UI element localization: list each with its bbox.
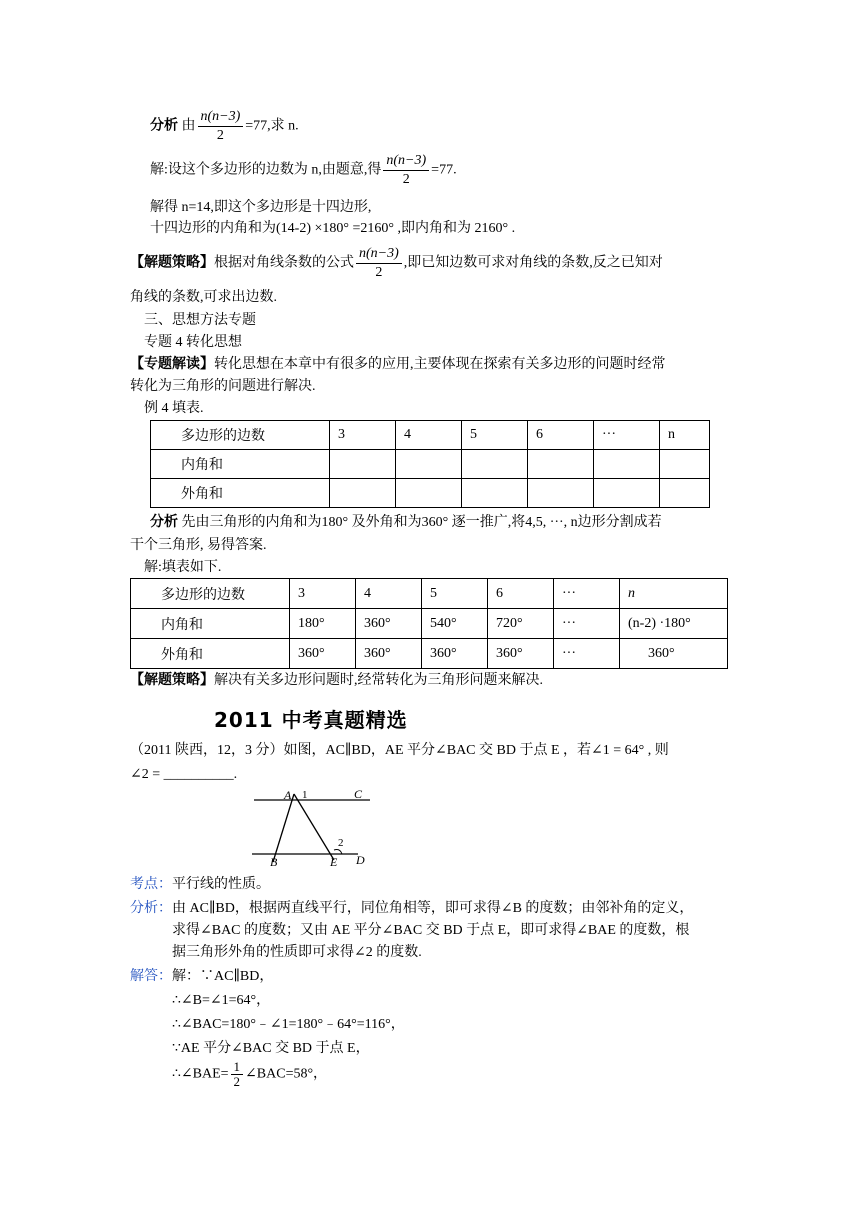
table-cell: ··· [554,609,620,639]
table-cell: (n-2) ·180° [620,609,728,639]
table-cell: 多边形的边数 [131,579,290,609]
table-cell [462,450,528,479]
table-cell [594,450,660,479]
strategy-line-1 [130,245,663,282]
table-cell: 360° [422,639,488,669]
denominator: 2 [375,265,383,280]
text: 由 AC∥BD，根据两直线平行，同位角相等，即可求得∠B 的度数；由邻补角的定义， [172,901,694,916]
jieda-line-1 [130,968,273,986]
question-line-2: ∠2 = __________. [130,767,238,782]
strategy-label: 【解题策略】 [130,255,214,271]
table-cell: 360° [488,639,554,669]
fraction [356,245,402,282]
label-a: A [284,788,292,802]
fenxi-label: 分析： [130,901,172,916]
analysis-label: 分析 [150,118,178,134]
strategy-label: 【解题策略】 [130,673,214,688]
label-1: 1 [302,789,308,801]
table-cell: 360° [620,639,728,669]
topic-label: 【专题解读】 [130,357,214,372]
table-cell [660,479,710,508]
jieda-line-4: ∵AE 平分∠BAC 交 BD 于点 E， [172,1041,370,1056]
section-heading: 2011 中考真题精选 [214,708,408,732]
table-cell: n [620,579,728,609]
table-cell: 内角和 [151,450,330,479]
table-cell: 内角和 [131,609,290,639]
topic-intro-2: 转化为三角形的问题进行解决. [130,379,316,394]
fenxi-line-3: 据三角形外角的性质即可求得∠2 的度数. [172,945,422,960]
table-cell: 360° [356,609,422,639]
table-cell: 4 [356,579,422,609]
table-cell [462,479,528,508]
label-c: C [354,787,363,801]
table-cell: 3 [330,421,396,450]
numerator: n(n−3) [383,152,429,171]
table-cell: 5 [462,421,528,450]
analysis-label: 分析 [150,515,178,530]
analysis-line-1 [150,108,299,145]
table-cell: ··· [554,639,620,669]
label-d: D [356,853,365,867]
table-cell: ··· [554,579,620,609]
numerator: n(n−3) [198,108,244,127]
jieda-line-3: ∴∠BAC=180°﹣∠1=180°﹣64°=116°， [172,1017,405,1032]
table-row [151,479,710,508]
fraction [231,1060,244,1089]
table-cell: 5 [422,579,488,609]
kaodian-line [130,876,270,894]
analysis-2-line-2: 干个三角形, 易得答案. [130,538,267,553]
question-line-1: （2011 陕西，12，3 分）如图，AC∥BD，AE 平分∠BAC 交 BD 于点 E ，若∠1 = 64° , 则 [130,743,669,758]
strategy-2 [130,672,543,690]
table-cell [660,450,710,479]
analysis-2-line-1 [150,514,662,532]
answer-table [130,578,728,669]
table-cell: 3 [290,579,356,609]
section-title: 三、思想方法专题 [144,313,256,328]
topic-title: 专题 4 转化思想 [144,335,242,350]
text: ∴∠BAE= [172,1066,229,1082]
table-cell: 540° [422,609,488,639]
jieda-line-2: ∴∠B=∠1=64°， [172,993,271,1008]
numerator: n(n−3) [356,245,402,264]
text: 转化思想在本章中有很多的应用,主要体现在探索有关多边形的问题时经常 [214,357,666,372]
table-cell: 外角和 [151,479,330,508]
fenxi-line-1 [130,900,693,918]
geometry-figure [246,784,376,868]
numerator: 1 [231,1060,244,1075]
text: 先由三角形的内角和为180° 及外角和为360° 逐一推广,将4,5, ···, n边形分割成若 [181,515,662,530]
label-b: B [270,855,278,868]
strategy-line-2: 角线的条数,可求出边数. [130,290,277,305]
text: =77,求 n. [245,118,299,134]
table-cell [528,450,594,479]
table-cell [330,450,396,479]
table-row [151,450,710,479]
table-cell [528,479,594,508]
table-cell: 4 [396,421,462,450]
table-row [131,609,728,639]
table-cell: 360° [290,639,356,669]
text: 解:设这个多边形的边数为 n,由题意,得 [150,162,382,178]
table-cell: 180° [290,609,356,639]
solution-line-2: 解得 n=14,即这个多边形是十四边形, [150,200,372,215]
table-cell: 外角和 [131,639,290,669]
jieda-label: 解答： [130,969,172,984]
text: ,即已知边数可求对角线的条数,反之已知对 [403,255,663,271]
example-title: 例 4 填表. [144,401,204,416]
table-cell: 720° [488,609,554,639]
table-cell: 6 [488,579,554,609]
table-cell: n [660,421,710,450]
table-cell [396,479,462,508]
fraction [198,108,244,145]
table-cell: ··· [594,421,660,450]
fraction [383,152,429,189]
text: 根据对角线条数的公式 [214,255,354,271]
table-cell [396,450,462,479]
text: 解决有关多边形问题时,经常转化为三角形问题来解决. [214,673,543,688]
jieda-line-5 [172,1060,327,1089]
table-cell: 6 [528,421,594,450]
blank-table [150,420,710,508]
text: =77. [431,162,457,178]
table-cell: 360° [356,639,422,669]
kaodian-label: 考点： [130,877,172,892]
fill-note: 解:填表如下. [144,560,222,575]
denominator: 2 [216,128,224,143]
text: 由 [181,118,196,134]
table-row [131,639,728,669]
table-cell [594,479,660,508]
table-cell [330,479,396,508]
solution-line-1 [150,152,457,189]
fenxi-line-2: 求得∠BAC 的度数；又由 AE 平分∠BAC 交 BD 于点 E，即可求得∠BAE 的度数，根 [172,923,690,938]
solution-line-3: 十四边形的内角和为(14-2) ×180° =2160° ,即内角和为 2160° . [150,221,516,236]
table-row [151,421,710,450]
label-e: E [330,855,338,868]
text: 平行线的性质。 [172,877,270,892]
table-row [131,579,728,609]
text: ∠BAC=58°， [245,1066,328,1082]
label-2: 2 [338,837,344,849]
table-cell: 多边形的边数 [151,421,330,450]
topic-intro-1 [130,356,666,374]
denominator: 2 [402,172,410,187]
denominator: 2 [233,1074,241,1089]
text: 解：∵AC∥BD， [172,969,274,984]
